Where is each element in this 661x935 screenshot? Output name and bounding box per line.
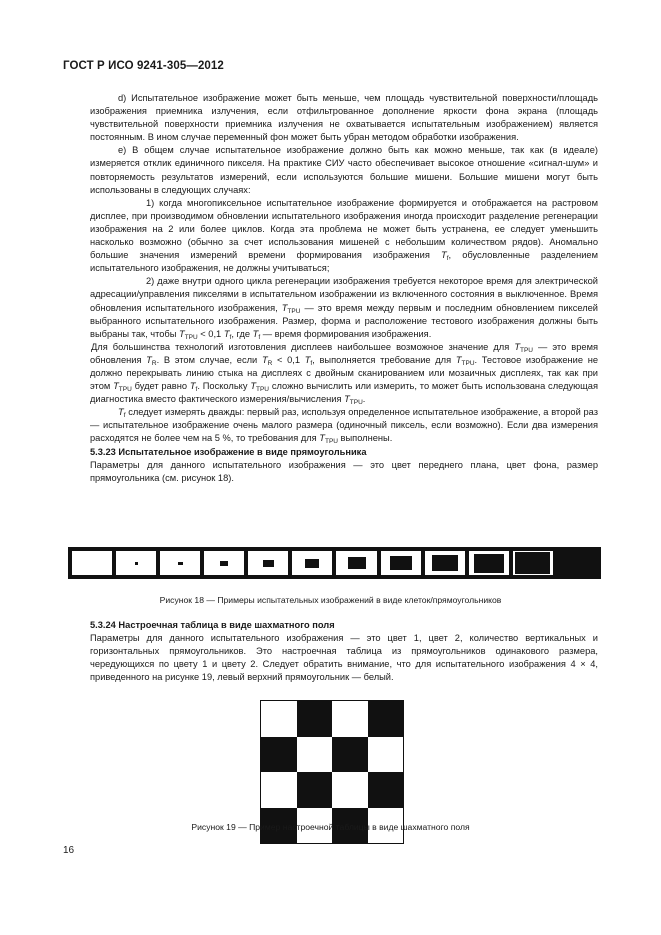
paragraph-measure-twice: $T_f$ следует измерять дважды: первый раз, используя определенное испытательное изображение, а второй раз — испытательное изображение очень малого размера (одиночный пиксель, если возможно). Если два измерения расходятся не более чем на 5 %, то требования для $T_{TPU}$ выполнены. xyxy=(90,407,598,446)
list-item-2: 2) даже внутри одного цикла регенерации изображения требуется некоторое время для электрической адресации/управления пикселями в испытательном изображении из включенного состояния в выключенное. Время обновления испытательного изображения, $T_{TPU}$ — это время между первым и последним обновлением пикселей выбранного испытательного изображения. Размер, форма и расположение тестового изображения должны быть выбраны так, чтобы $T_{TPU} < 0,1$ $T_f$, где $T_f$ — время формирования изображения. xyxy=(90,276,598,341)
rectangle-cell xyxy=(291,550,333,576)
figure-19-caption: Рисунок 19 — Пример настроечной таблицы в виде шахматного поля xyxy=(191,822,470,832)
black-rectangle xyxy=(348,557,366,569)
checker-cell xyxy=(332,772,368,808)
checker-cell xyxy=(261,772,297,808)
checker-cell xyxy=(297,701,333,737)
checker-cell xyxy=(368,701,404,737)
black-rectangle xyxy=(474,554,504,573)
paragraph-refresh: Для большинства технологий изготовления дисплеев наибольшее возможное значение для $T_{TPU}$ — это время обновления $T_R$. В этом случае, если $T_R < 0,1$ $T_f$, выполняется требование для $T_{TPU}$. Тестовое изображение не должно перекрывать линию стыка на дисплеях с двойным сканированием или мозаичных дисплеях, так как при этом $T_{TPU}$ будет равно $T_f$. Поскольку $T_{TPU}$ сложно вычислить или измерить, то может быть использована следующая диагностика вместо фактического измерения/вычисления $T_{TPU}$. xyxy=(90,341,598,407)
rectangle-cell xyxy=(159,550,201,576)
checker-cell xyxy=(368,772,404,808)
list-item-1: 1) когда многопиксельное испытательное изображение формируется и отображается на растровом дисплее, при производимом обновлении испытательного изображения иногда происходит разделение регенерации изображения на 2 или более циклов. Когда эта проблема не может быть устранена, ее следует уменьшить насколько возможно (обычно за счет использования мишеней с небольшим количеством рядов). Аномально большие значения измерений времени формирования изображения $T_f$, обусловленные разделением испытательного изображения, не должны учитываться; xyxy=(90,197,598,274)
document-header: ГОСТ Р ИСО 9241-305—2012 xyxy=(63,60,224,72)
section-5-3-24-title: 5.3.24 Настроечная таблица в виде шахматного поля xyxy=(90,620,335,630)
rectangle-cell xyxy=(71,550,113,576)
black-rectangle xyxy=(305,559,319,568)
rectangle-cell xyxy=(424,550,466,576)
checker-cell xyxy=(261,701,297,737)
section-5-3-24 xyxy=(90,619,598,684)
rectangle-cell xyxy=(203,550,245,576)
black-rectangle xyxy=(390,556,412,570)
section-5-3-23-text: Параметры для данного испытательного изображения — это цвет переднего плана, цвет фона, размер прямоугольника (см. рисунок 18). xyxy=(90,459,598,483)
black-rectangle xyxy=(558,551,596,575)
black-rectangle xyxy=(432,555,458,571)
rectangle-cell xyxy=(247,550,289,576)
figure-18-caption: Рисунок 18 — Примеры испытательных изображений в виде клеток/прямоугольников xyxy=(159,595,502,605)
black-rectangle xyxy=(220,561,228,566)
section-5-3-24-text: Параметры для данного испытательного изображения — это цвет 1, цвет 2, количество вертикальных и горизонтальных прямоугольников. Это настроечная таблица из прямоугольников одинакового размера, чередующихся по цвету 1 и цвету 2. Следует обратить внимание, что для испытательного изображения 4 × 4, приведенного на рисунке 19, левый верхний прямоугольник — белый. xyxy=(90,633,598,683)
checker-cell xyxy=(297,737,333,773)
rectangle-cell xyxy=(335,550,377,576)
checker-cell xyxy=(368,737,404,773)
paragraph-d: d) Испытательное изображение может быть меньше, чем площадь чувствительной поверхности/площадь изображения приемника излучения, если отфильтрованное дополнение яркости фона экрана (площадь чувствительной поверхности приемника излучения не охватывается испытательным изображением) является постоянным. В ином случае переменный фон может быть убран методом обработки изображения. xyxy=(90,93,598,143)
main-text xyxy=(90,92,598,485)
checker-cell xyxy=(297,772,333,808)
rectangle-cell xyxy=(556,550,598,576)
checker-cell xyxy=(332,737,368,773)
black-rectangle xyxy=(135,562,138,565)
rectangle-cell xyxy=(115,550,157,576)
checker-cell xyxy=(261,737,297,773)
black-rectangle xyxy=(178,562,183,565)
black-rectangle xyxy=(515,552,550,574)
black-rectangle xyxy=(263,560,274,567)
paragraph-e: e) В общем случае испытательное изображение должно быть как можно меньше, так как (в идеале) измеряется отклик единичного пикселя. На практике СИУ часто обеспечивает высокое отношение «сигнал-шум» и повторяемость результатов измерений, если используются большие мишени. Большие мишени могут быть использованы в следующих случаях: xyxy=(90,145,598,195)
section-5-3-23-title: 5.3.23 Испытательное изображение в виде прямоугольника xyxy=(90,446,367,457)
figure-18-rectangles xyxy=(68,547,601,579)
rectangle-cell xyxy=(380,550,422,576)
rectangle-cell xyxy=(468,550,510,576)
checker-cell xyxy=(332,701,368,737)
rectangle-cell xyxy=(512,550,554,576)
page-number: 16 xyxy=(63,845,75,856)
